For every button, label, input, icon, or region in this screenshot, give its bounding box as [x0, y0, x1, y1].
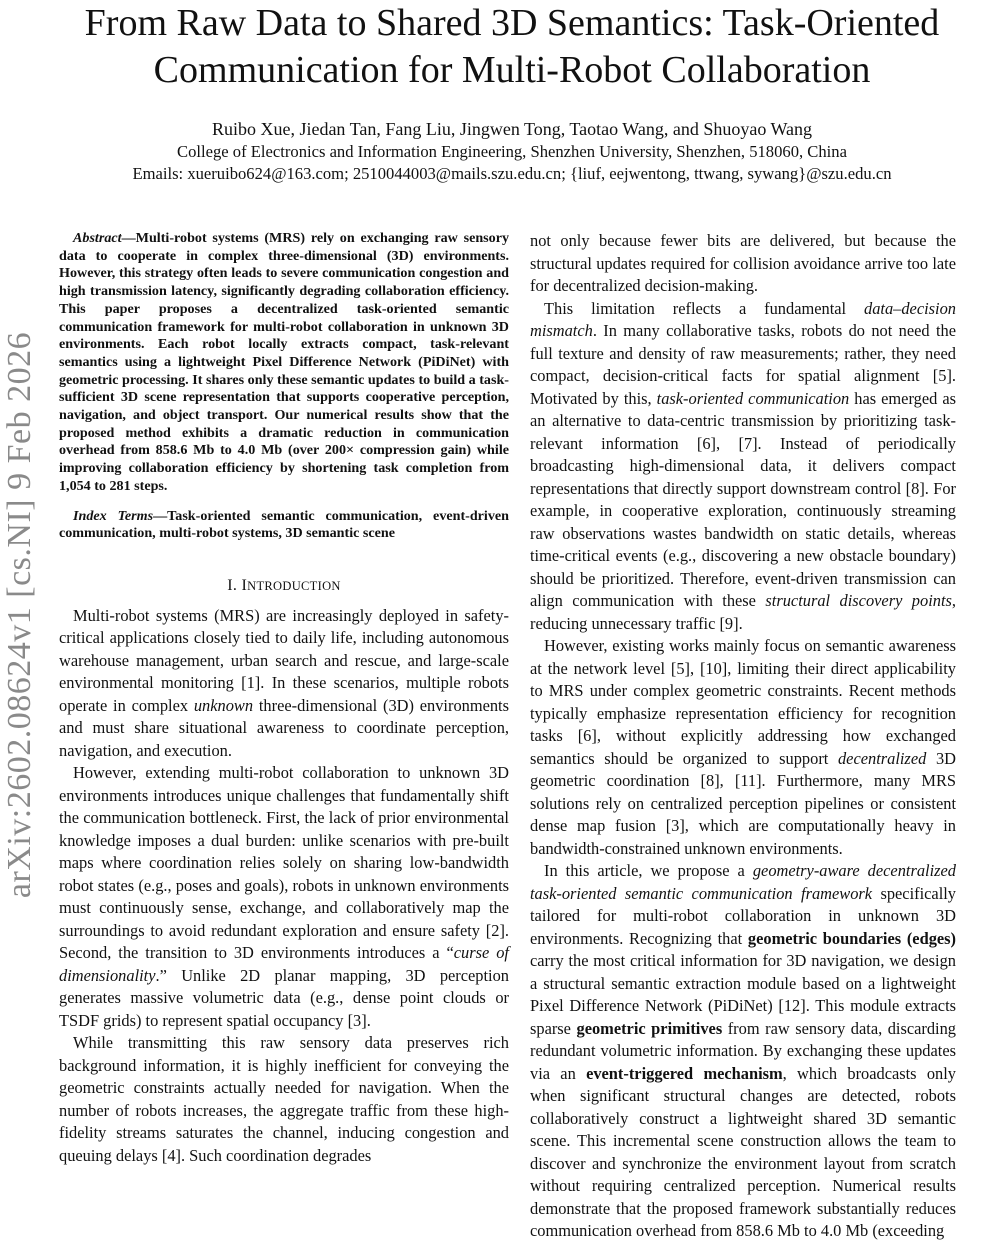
title-line-1: From Raw Data to Shared 3D Semantics: Task-Oriented — [84, 2, 940, 44]
abstract-label: Abstract — [73, 230, 122, 246]
paper-title — [40, 0, 984, 94]
paragraph-text: .” Unlike 2D planar mapping, 3D perception generates massive volumetric data (e.g., dense point clouds or TSDF grids) to represent spatial occupancy [3]. — [59, 965, 509, 1030]
index-terms-label: Index Terms — [73, 507, 154, 524]
paragraph-emphasis: geometry-aware decentralized task-oriented semantic communication framework — [530, 861, 956, 903]
paragraph-text: specifically tailored for multi-robot collaboration in unknown 3D environments. Recognizing that — [530, 883, 956, 948]
body-paragraph — [530, 298, 956, 636]
affiliation: College of Electronics and Information Engineering, Shenzhen University, Shenzhen, 518060, China — [177, 142, 847, 161]
paragraph-emphasis: unknown — [193, 695, 254, 715]
paragraph-text: In this article, we propose a — [544, 861, 753, 880]
paragraph-text: However, extending multi-robot collaboration to unknown 3D environments introduces unique challenges that fundamentally shift the communication bottleneck. First, the lack of prior environmental knowledge imposes a dual burden: unlike scenarios with pre-built maps where coordination relies solely on sharing low-bandwidth robot states (e.g., poses and goals), robots in unknown environments must continuously sense, exchange, and collaboratively map the surroundings to avoid redundant exploration and ensure safety [2]. Second, the transition to 3D environments introduces a “ — [59, 763, 509, 963]
paragraph-emphasis: decentralized — [837, 748, 927, 768]
paragraph-emphasis: structural discovery points — [765, 591, 952, 610]
paragraph-text: 3D geometric coordination [8], [11]. Furthermore, many MRS solutions rely on centralized perception pipelines or consistent dense map fusion [3], which are computationally heavy in bandwidth-constrained unknown environments. — [530, 748, 956, 858]
paragraph-text: carry the most critical information for 3D navigation, we design a structural semantic extraction module based on a lightweight Pixel Difference Network (PiDiNet) [12]. This module extracts sparse — [530, 951, 956, 1038]
body-paragraph — [530, 635, 956, 860]
abstract — [59, 230, 509, 496]
left-column — [59, 230, 509, 1200]
index-terms — [59, 508, 509, 543]
section-title-initial: I — [241, 576, 248, 594]
author-emails: Emails: xueruibo624@163.com; 2510044003@mails.szu.edu.cn; {liuf, eejwentong, ttwang, sywang}@szu.edu.cn — [132, 164, 892, 183]
paragraph-emphasis: data–decision mismatch — [530, 298, 956, 340]
paragraph-text: This limitation reflects a fundamental — [544, 298, 865, 318]
paragraph-text: While transmitting this raw sensory data preserves rich background information, it is highly inefficient for conveying the geometric constraints actually needed for navigation. When the number of robots increases, the aggregate traffic from these high-fidelity streams saturates the channel, inducing congestion and queuing delays [4]. Such coordination degrades — [59, 1033, 509, 1165]
paragraph-text: from raw sensory data, discarding redundant volumetric information. By exchanging these updates via an — [530, 1018, 957, 1083]
body-paragraph — [530, 860, 956, 1243]
paragraph-text: Multi-robot systems (MRS) are increasingly deployed in safety-critical applications closely tied to daily life, including autonomous warehouse management, urban search and rescue, and large-scale environmental monitoring [1]. In these scenarios, multiple robots operate in complex — [59, 605, 509, 715]
paragraph-text: has emerged as an alternative to data-centric transmission by prioritizing task-relevant information [6], [7]. Instead of periodically broadcasting high-dimensional data, it delivers compact representations that directly support downstream control [8]. For example, in cooperative exploration, continuously streaming raw observations wastes bandwidth on static details, whereas time-critical events (e.g., discovering a new obstacle boundary) should be prioritized. Therefore, event-driven transmission can align communication with these — [530, 388, 956, 610]
right-column — [530, 230, 957, 1240]
paragraph-text: , reducing unnecessary traffic [9]. — [530, 591, 956, 633]
body-paragraph-continued — [530, 230, 956, 298]
paragraph-bold: event-triggered mechanism — [586, 1063, 783, 1083]
paragraph-text: not only because fewer bits are delivered, but because the structural updates required for collision avoidance arrive too late for decentralized decision-making. — [530, 231, 956, 295]
title-line-2: Communication for Multi-Robot Collaboration — [153, 49, 871, 91]
paragraph-text: three-dimensional (3D) environments and must share situational awareness to coordinate perception, navigation, and execution. — [59, 695, 509, 760]
paragraph-emphasis: curse of dimensionality — [59, 943, 509, 985]
index-terms-text: —Task-oriented semantic communication, event-driven communication, multi-robot systems, 3D semantic scene — [59, 507, 509, 542]
abstract-text: —Multi-robot systems (MRS) rely on exchanging raw sensory data to cooperate in complex three-dimensional (3D) environments. However, this strategy often leads to severe communication congestion and high transmission latency, significantly degrading collaboration efficiency. This paper proposes a decentralized task-oriented semantic communication framework for multi-robot collaboration in unknown 3D environments. Each robot locally extracts compact, task-relevant semantics using a lightweight Pixel Difference Network (PiDiNet) with geometric processing. It shares only these semantic updates to build a task-sufficient 3D scene representation that supports cooperative perception, navigation, and object transport. Our numerical results show that the proposed method exhibits a dramatic reduction in communication overhead from 858.6 Mb to 4.0 Mb (over 200× compression gain) while improving collaboration efficiency by shortening task completion from 1,054 to 281 steps. — [59, 230, 509, 494]
section-title-rest: NTRODUCTION — [247, 578, 341, 593]
arxiv-stamp-text: arXiv:2602.08624v1 [cs.NI] 9 Feb 2026 — [1, 331, 39, 899]
paragraph-text: . In many collaborative tasks, robots do not need the full texture and density of raw measurements; rather, they need compact, decision-critical facts for spatial alignment [5]. Motivated by this, — [530, 321, 956, 408]
body-paragraph — [59, 762, 509, 1032]
paragraph-bold: geometric primitives — [576, 1018, 723, 1038]
author-list: Ruibo Xue, Jiedan Tan, Fang Liu, Jingwen Tong, Taotao Wang, and Shuoyao Wang — [211, 119, 813, 139]
arxiv-identifier-stamp — [0, 310, 40, 920]
paragraph-text: However, existing works mainly focus on semantic awareness at the network level [5], [10], limiting their direct applicability to MRS under complex geometric constraints. Recent methods typically emphasize representation efficiency for recognition tasks [6], without explicitly addressing how exchanged semantics should be organized to support — [530, 636, 956, 768]
body-paragraph — [59, 605, 509, 763]
paragraph-text: , which broadcasts only when significant structural changes are detected, robots collaboratively construct a lightweight shared 3D semantic scene. This incremental scene construction allows the team to discover and synchronize the environment layout from scratch without requiring centralized perception. Numerical results demonstrate that the proposed framework substantially reduces communication overhead from 858.6 Mb to 4.0 Mb (exceeding — [530, 1063, 956, 1240]
section-number: I. — [227, 576, 238, 594]
section-heading-introduction — [59, 575, 509, 597]
body-paragraph — [59, 1032, 509, 1167]
paragraph-emphasis: task-oriented communication — [656, 388, 850, 408]
paragraph-bold: geometric boundaries (edges) — [747, 928, 956, 948]
